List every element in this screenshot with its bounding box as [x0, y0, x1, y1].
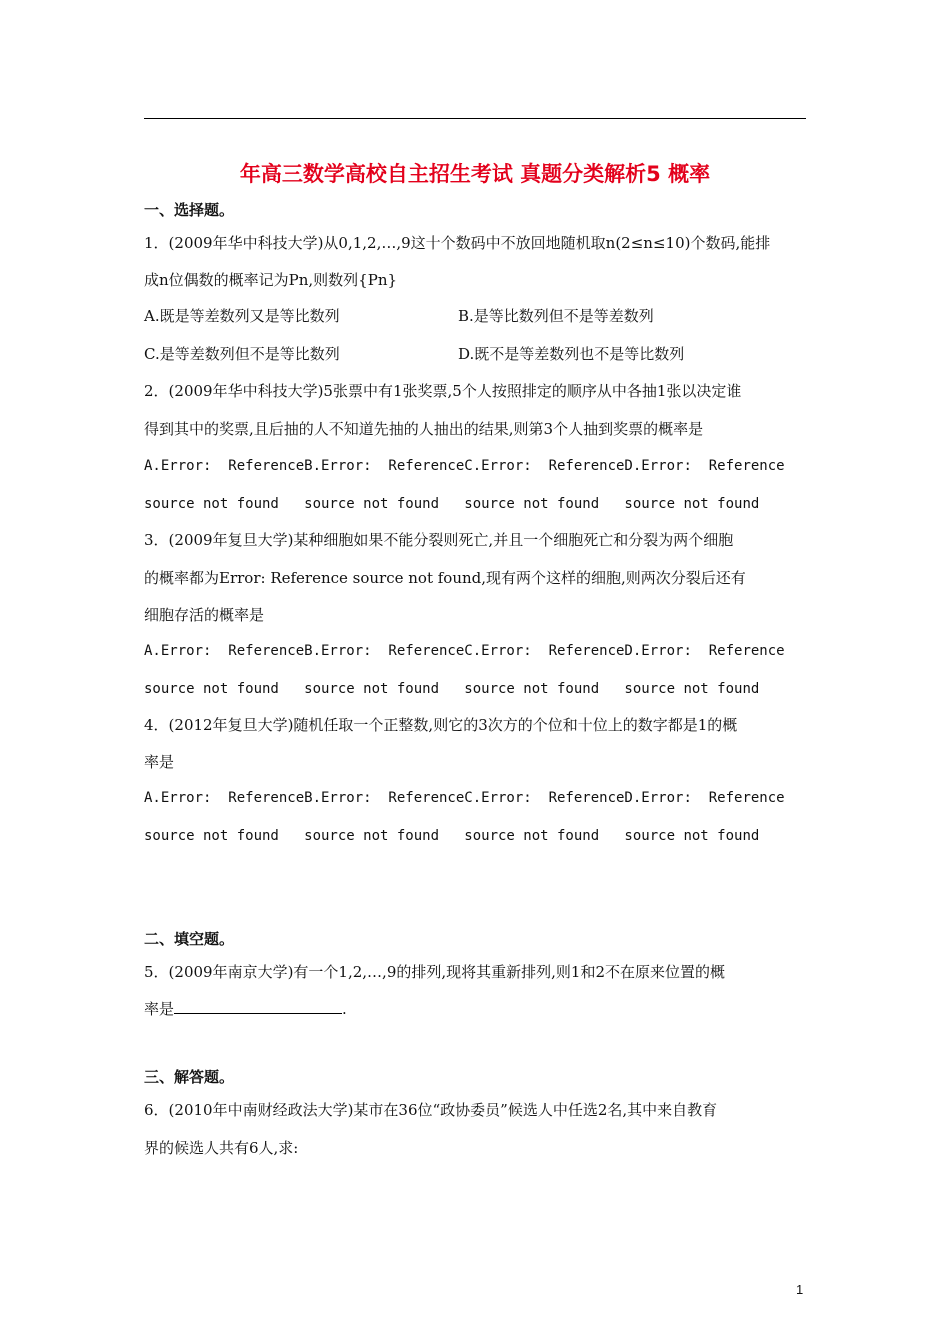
answer-blank — [174, 999, 342, 1014]
q2-line1: 2．(2009年华中科技大学)5张票中有1张奖票,5个人按照排定的顺序从中各抽1张以决定谁 — [144, 382, 742, 400]
q1-option-b: B.是等比数列但不是等差数列 — [458, 307, 654, 325]
q3-line2: 的概率都为Error: Reference source not found,现有两个这样的细胞,则两次分裂后还有 — [144, 569, 746, 587]
q3-options-row1: A.Error: ReferenceB.Error: ReferenceC.Error: ReferenceD.Error: Reference — [144, 643, 785, 659]
document-title: 年高三数学高校自主招生考试 真题分类解析5 概率 — [239, 162, 711, 186]
q1-line2: 成n位偶数的概率记为Pn,则数列{Pn} — [144, 271, 398, 289]
q5-line2-suffix: . — [342, 1000, 347, 1018]
q5-line1: 5．(2009年南京大学)有一个1,2,…,9的排列,现将其重新排列,则1和2不在原来位置的概 — [144, 963, 725, 981]
section-heading-answer: 三、解答题。 — [144, 1068, 235, 1086]
q1-option-c: C.是等差数列但不是等比数列 — [144, 345, 340, 363]
q2-options-row1: A.Error: ReferenceB.Error: ReferenceC.Error: ReferenceD.Error: Reference — [144, 458, 785, 474]
q5-line2-prefix: 率是 — [144, 1000, 175, 1018]
page-number: 1 — [796, 1282, 804, 1297]
q2-line2: 得到其中的奖票,且后抽的人不知道先抽的人抽出的结果,则第3个人抽到奖票的概率是 — [144, 420, 704, 438]
q5-line2 — [144, 999, 347, 1019]
q4-options-row1: A.Error: ReferenceB.Error: ReferenceC.Error: ReferenceD.Error: Reference — [144, 790, 785, 806]
q2-options-row2: source not found source not found source not found source not found — [144, 496, 760, 512]
q4-options-row2: source not found source not found source not found source not found — [144, 828, 760, 844]
q3-line1: 3．(2009年复旦大学)某种细胞如果不能分裂则死亡,并且一个细胞死亡和分裂为两个细胞 — [144, 531, 734, 549]
section-heading-fill: 二、填空题。 — [144, 930, 235, 948]
q6-line1: 6．(2010年中南财经政法大学)某市在36位“政协委员”候选人中任选2名,其中来自教育 — [144, 1101, 718, 1119]
q1-option-a: A.既是等差数列又是等比数列 — [144, 307, 340, 325]
q3-options-row2: source not found source not found source not found source not found — [144, 681, 760, 697]
section-heading-choice: 一、选择题。 — [144, 201, 235, 219]
header-rule — [144, 118, 806, 119]
q1-option-d: D.既不是等差数列也不是等比数列 — [458, 345, 685, 363]
q4-line1: 4．(2012年复旦大学)随机任取一个正整数,则它的3次方的个位和十位上的数字都是1的概 — [144, 716, 738, 734]
q3-line3: 细胞存活的概率是 — [144, 606, 265, 624]
q1-line1: 1．(2009年华中科技大学)从0,1,2,…,9这十个数码中不放回地随机取n(2≤n≤10)个数码,能排 — [144, 234, 771, 252]
q6-line2: 界的候选人共有6人,求: — [144, 1139, 299, 1157]
q4-line2: 率是 — [144, 753, 175, 771]
